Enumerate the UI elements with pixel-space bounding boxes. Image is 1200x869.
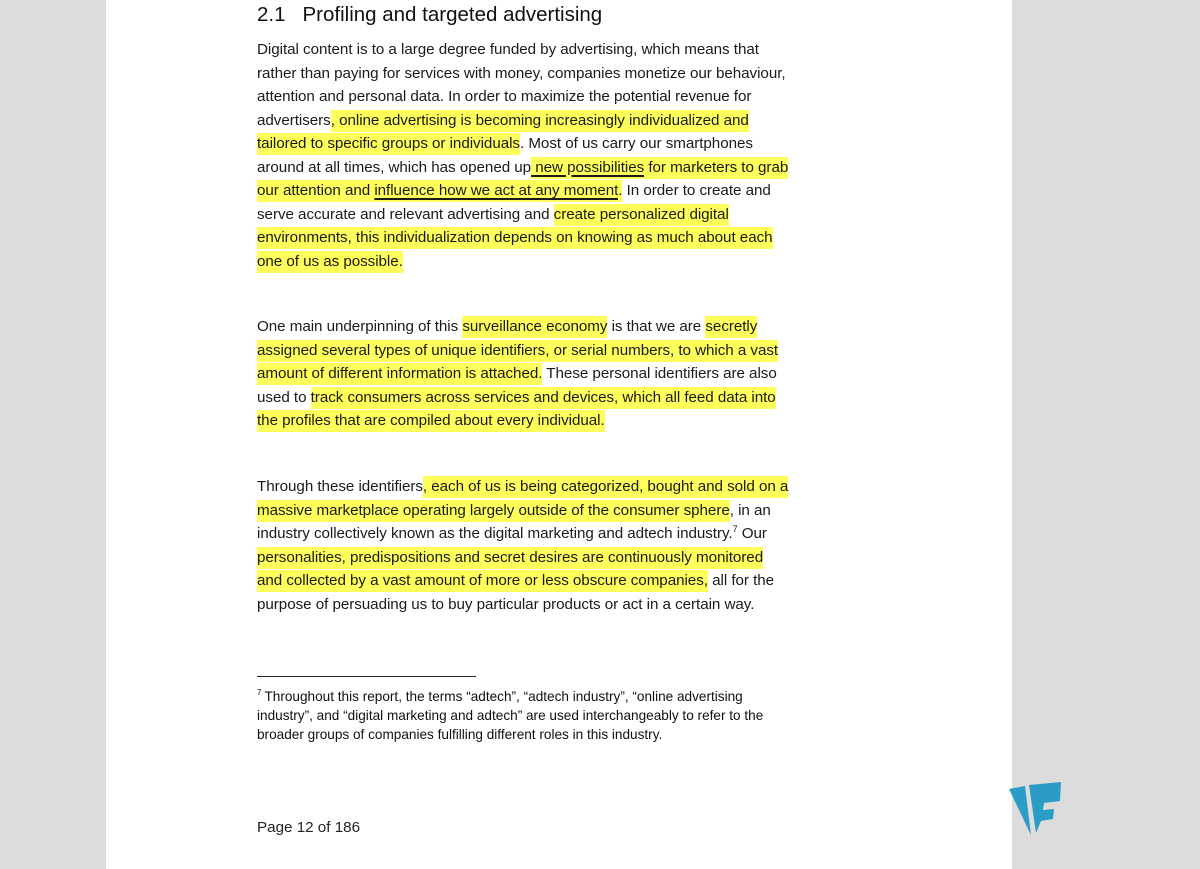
page-number: Page 12 of 186 xyxy=(257,819,361,836)
text-line xyxy=(257,62,788,86)
highlighted-text: for marketers to grab xyxy=(644,157,788,179)
text-line xyxy=(257,132,788,156)
highlighted-text: secretly xyxy=(705,316,757,338)
text-segment: rather than paying for services with money, companies monetize our behaviour, xyxy=(257,64,786,82)
text-line xyxy=(257,362,778,386)
highlighted-text: . xyxy=(618,180,622,202)
text-segment: purpose of persuading us to buy particular products or act in a certain way. xyxy=(257,595,755,613)
text-line xyxy=(257,593,788,617)
text-line xyxy=(257,546,788,570)
highlighted-text: tailored to specific groups or individuals xyxy=(257,133,520,155)
text-segment: around at all times, which has opened up xyxy=(257,158,532,176)
text-segment: , in an xyxy=(729,501,771,519)
text-segment: advertisers xyxy=(257,111,331,129)
text-segment: attention and personal data. In order to maximize the potential revenue for xyxy=(257,88,752,105)
footnote-separator xyxy=(257,676,476,677)
text-line xyxy=(257,569,788,593)
highlighted-text: assigned several types of unique identifiers, or serial numbers, to which a vast xyxy=(257,340,778,362)
text-segment: used to xyxy=(257,388,311,406)
text-line xyxy=(257,499,788,523)
logo-left-shape xyxy=(1009,786,1031,835)
text-segment: One main underpinning of this xyxy=(257,318,463,335)
text-line xyxy=(257,179,788,203)
text-segment: all for the xyxy=(707,572,775,589)
text-line xyxy=(257,522,788,546)
footnote-marker: 7 xyxy=(257,688,262,698)
highlighted-text: our attention and xyxy=(257,180,374,202)
highlighted-text: amount of different information is attached. xyxy=(257,363,542,385)
highlighted-text: , each of us is being categorized, bought and sold on a xyxy=(423,476,788,498)
highlighted-text: one of us as possible. xyxy=(257,251,403,273)
section-heading xyxy=(257,2,602,28)
text-segment: industry collectively known as the digital marketing and adtech industry. xyxy=(257,525,733,542)
text-segment: Through these identifiers xyxy=(257,478,423,495)
text-line xyxy=(257,203,788,227)
highlighted-text: create personalized digital xyxy=(554,204,729,226)
document-page xyxy=(106,0,1012,869)
body-paragraph-1 xyxy=(257,38,788,273)
text-line xyxy=(257,315,778,339)
text-segment: is that we are xyxy=(607,318,706,335)
body-paragraph-2 xyxy=(257,315,778,433)
highlighted-text: and collected by a vast amount of more or less obscure companies, xyxy=(257,570,708,592)
text-line xyxy=(257,339,778,363)
footnote xyxy=(257,687,763,744)
forbrukerradet-logo-icon xyxy=(1007,781,1063,837)
footnote-line: broader groups of companies fulfilling different roles in this industry. xyxy=(257,727,663,742)
text-line xyxy=(257,250,788,274)
highlighted-text: , online advertising is becoming increasingly individualized and xyxy=(331,110,749,132)
body-paragraph-3 xyxy=(257,475,788,616)
footnote-line: industry”, and “digital marketing and adtech” are used interchangeably to refer to the xyxy=(257,708,764,723)
text-segment: serve accurate and relevant advertising and xyxy=(257,205,554,223)
text-line xyxy=(257,226,788,250)
text-line xyxy=(257,38,788,62)
highlighted-text: track consumers across services and devices, which all feed data into xyxy=(311,387,776,409)
highlighted-text: personalities, predispositions and secret desires are continuously monitored xyxy=(257,547,763,569)
highlighted-text: massive marketplace operating largely outside of the consumer sphere xyxy=(257,500,730,522)
section-title: Profiling and targeted advertising xyxy=(302,3,603,26)
text-segment: Digital content is to a large degree funded by advertising, which means that xyxy=(257,41,759,58)
text-line xyxy=(257,85,788,109)
section-number: 2.1 xyxy=(257,3,286,26)
text-segment: Our xyxy=(737,525,767,542)
logo-right-shape xyxy=(1029,782,1061,833)
text-line xyxy=(257,386,778,410)
text-segment: These personal identifiers are also xyxy=(542,365,777,382)
text-line xyxy=(257,109,788,133)
text-line xyxy=(257,409,778,433)
footnote-line: Throughout this report, the terms “adtech”, “adtech industry”, “online advertising xyxy=(264,689,743,704)
underlined-highlighted-text: influence how we act at any moment xyxy=(374,180,618,202)
highlighted-text: surveillance economy xyxy=(462,316,607,338)
highlighted-text: environments, this individualization depends on knowing as much about each xyxy=(257,227,773,249)
highlighted-text: the profiles that are compiled about every individual. xyxy=(257,410,605,432)
footnote-reference: 7 xyxy=(732,523,738,534)
text-segment: In order to create and xyxy=(622,182,771,199)
text-line xyxy=(257,156,788,180)
underlined-highlighted-text: new possibilities xyxy=(531,157,644,179)
text-segment: . Most of us carry our smartphones xyxy=(519,135,753,152)
text-line xyxy=(257,475,788,499)
